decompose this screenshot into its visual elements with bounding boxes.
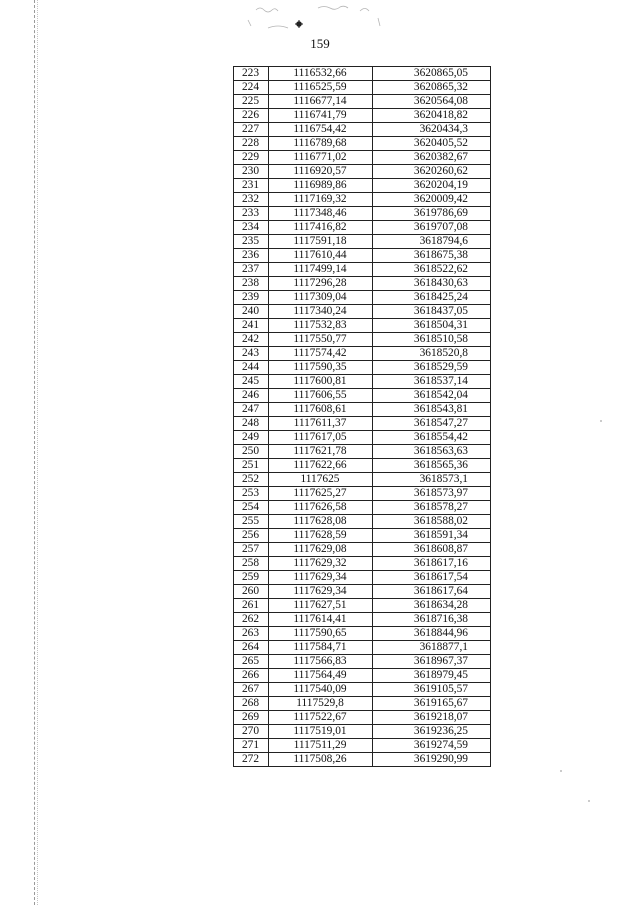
y-coordinate-cell: 3618542,04 [373, 389, 491, 403]
point-number-cell: 229 [234, 151, 269, 165]
point-number-cell: 267 [234, 683, 269, 697]
x-coordinate-cell: 1117622,66 [269, 459, 373, 473]
coordinates-table-body [234, 67, 491, 767]
table-row [234, 711, 491, 725]
x-coordinate-cell: 1117626,58 [269, 501, 373, 515]
table-row [234, 207, 491, 221]
x-coordinate-cell: 1117522,67 [269, 711, 373, 725]
table-row [234, 753, 491, 767]
y-coordinate-cell: 3620434,3 [373, 123, 491, 137]
table-row [234, 165, 491, 179]
point-number-cell: 225 [234, 95, 269, 109]
x-coordinate-cell: 1117629,32 [269, 557, 373, 571]
x-coordinate-cell: 1116741,79 [269, 109, 373, 123]
x-coordinate-cell: 1117309,04 [269, 291, 373, 305]
x-coordinate-cell: 1116532,66 [269, 67, 373, 81]
y-coordinate-cell: 3618979,45 [373, 669, 491, 683]
x-coordinate-cell: 1116771,02 [269, 151, 373, 165]
y-coordinate-cell: 3618547,27 [373, 417, 491, 431]
table-row [234, 109, 491, 123]
y-coordinate-cell: 3620418,82 [373, 109, 491, 123]
table-row [234, 81, 491, 95]
x-coordinate-cell: 1117606,55 [269, 389, 373, 403]
table-row [234, 683, 491, 697]
table-row [234, 515, 491, 529]
y-coordinate-cell: 3619707,08 [373, 221, 491, 235]
table-row [234, 151, 491, 165]
x-coordinate-cell: 1117564,49 [269, 669, 373, 683]
point-number-cell: 228 [234, 137, 269, 151]
table-row [234, 739, 491, 753]
y-coordinate-cell: 3618634,28 [373, 599, 491, 613]
y-coordinate-cell: 3618617,16 [373, 557, 491, 571]
x-coordinate-cell: 1117629,34 [269, 571, 373, 585]
point-number-cell: 254 [234, 501, 269, 515]
y-coordinate-cell: 3618425,24 [373, 291, 491, 305]
coordinates-table [233, 66, 491, 767]
y-coordinate-cell: 3620009,42 [373, 193, 491, 207]
x-coordinate-cell: 1117566,83 [269, 655, 373, 669]
y-coordinate-cell: 3618573,97 [373, 487, 491, 501]
point-number-cell: 232 [234, 193, 269, 207]
x-coordinate-cell: 1117348,46 [269, 207, 373, 221]
x-coordinate-cell: 1117508,26 [269, 753, 373, 767]
x-coordinate-cell: 1117621,78 [269, 445, 373, 459]
point-number-cell: 268 [234, 697, 269, 711]
y-coordinate-cell: 3618504,31 [373, 319, 491, 333]
point-number-cell: 258 [234, 557, 269, 571]
table-row [234, 179, 491, 193]
point-number-cell: 242 [234, 333, 269, 347]
y-coordinate-cell: 3618617,54 [373, 571, 491, 585]
x-coordinate-cell: 1117499,14 [269, 263, 373, 277]
table-row [234, 403, 491, 417]
y-coordinate-cell: 3618844,96 [373, 627, 491, 641]
point-number-cell: 265 [234, 655, 269, 669]
x-coordinate-cell: 1117169,32 [269, 193, 373, 207]
point-number-cell: 252 [234, 473, 269, 487]
point-number-cell: 255 [234, 515, 269, 529]
point-number-cell: 227 [234, 123, 269, 137]
point-number-cell: 236 [234, 249, 269, 263]
table-row [234, 67, 491, 81]
point-number-cell: 248 [234, 417, 269, 431]
y-coordinate-cell: 3618543,81 [373, 403, 491, 417]
scan-speck [560, 770, 562, 772]
point-number-cell: 261 [234, 599, 269, 613]
point-number-cell: 238 [234, 277, 269, 291]
point-number-cell: 253 [234, 487, 269, 501]
faded-header-stamp [228, 2, 428, 36]
point-number-cell: 256 [234, 529, 269, 543]
y-coordinate-cell: 3618563,63 [373, 445, 491, 459]
x-coordinate-cell: 1117600,81 [269, 375, 373, 389]
x-coordinate-cell: 1117584,71 [269, 641, 373, 655]
table-row [234, 487, 491, 501]
y-coordinate-cell: 3620204,19 [373, 179, 491, 193]
x-coordinate-cell: 1117550,77 [269, 333, 373, 347]
table-row [234, 235, 491, 249]
point-number-cell: 230 [234, 165, 269, 179]
point-number-cell: 244 [234, 361, 269, 375]
point-number-cell: 245 [234, 375, 269, 389]
point-number-cell: 240 [234, 305, 269, 319]
point-number-cell: 259 [234, 571, 269, 585]
y-coordinate-cell: 3620564,08 [373, 95, 491, 109]
x-coordinate-cell: 1117590,65 [269, 627, 373, 641]
y-coordinate-cell: 3618554,42 [373, 431, 491, 445]
table-row [234, 641, 491, 655]
binding-edge-line [34, 0, 35, 905]
table-row [234, 347, 491, 361]
x-coordinate-cell: 1117611,37 [269, 417, 373, 431]
point-number-cell: 241 [234, 319, 269, 333]
table-row [234, 585, 491, 599]
x-coordinate-cell: 1117529,8 [269, 697, 373, 711]
y-coordinate-cell: 3618675,38 [373, 249, 491, 263]
y-coordinate-cell: 3620382,67 [373, 151, 491, 165]
table-row [234, 655, 491, 669]
point-number-cell: 233 [234, 207, 269, 221]
point-number-cell: 226 [234, 109, 269, 123]
table-row [234, 319, 491, 333]
table-row [234, 389, 491, 403]
x-coordinate-cell: 1117519,01 [269, 725, 373, 739]
point-number-cell: 246 [234, 389, 269, 403]
table-row [234, 557, 491, 571]
point-number-cell: 239 [234, 291, 269, 305]
y-coordinate-cell: 3619165,67 [373, 697, 491, 711]
table-row [234, 627, 491, 641]
x-coordinate-cell: 1117340,24 [269, 305, 373, 319]
x-coordinate-cell: 1117625,27 [269, 487, 373, 501]
table-row [234, 725, 491, 739]
table-row [234, 599, 491, 613]
point-number-cell: 269 [234, 711, 269, 725]
y-coordinate-cell: 3620865,05 [373, 67, 491, 81]
point-number-cell: 263 [234, 627, 269, 641]
point-number-cell: 249 [234, 431, 269, 445]
table-row [234, 291, 491, 305]
table-row [234, 221, 491, 235]
y-coordinate-cell: 3619105,57 [373, 683, 491, 697]
table-row [234, 333, 491, 347]
y-coordinate-cell: 3618510,58 [373, 333, 491, 347]
y-coordinate-cell: 3618967,37 [373, 655, 491, 669]
point-number-cell: 264 [234, 641, 269, 655]
point-number-cell: 260 [234, 585, 269, 599]
table-row [234, 669, 491, 683]
x-coordinate-cell: 1116920,57 [269, 165, 373, 179]
table-row [234, 277, 491, 291]
y-coordinate-cell: 3618794,6 [373, 235, 491, 249]
point-number-cell: 223 [234, 67, 269, 81]
table-row [234, 305, 491, 319]
scan-speck [588, 800, 590, 802]
point-number-cell: 262 [234, 613, 269, 627]
x-coordinate-cell: 1117629,08 [269, 543, 373, 557]
y-coordinate-cell: 3618437,05 [373, 305, 491, 319]
table-row [234, 473, 491, 487]
y-coordinate-cell: 3620260,62 [373, 165, 491, 179]
y-coordinate-cell: 3618430,63 [373, 277, 491, 291]
x-coordinate-cell: 1117296,28 [269, 277, 373, 291]
point-number-cell: 231 [234, 179, 269, 193]
y-coordinate-cell: 3618591,34 [373, 529, 491, 543]
table-row [234, 249, 491, 263]
x-coordinate-cell: 1117532,83 [269, 319, 373, 333]
table-row [234, 263, 491, 277]
point-number-cell: 266 [234, 669, 269, 683]
x-coordinate-cell: 1117608,61 [269, 403, 373, 417]
table-row [234, 137, 491, 151]
table-row [234, 193, 491, 207]
table-row [234, 571, 491, 585]
table-row [234, 459, 491, 473]
x-coordinate-cell: 1117416,82 [269, 221, 373, 235]
y-coordinate-cell: 3618537,14 [373, 375, 491, 389]
point-number-cell: 237 [234, 263, 269, 277]
point-number-cell: 257 [234, 543, 269, 557]
x-coordinate-cell: 1117591,18 [269, 235, 373, 249]
y-coordinate-cell: 3620405,52 [373, 137, 491, 151]
x-coordinate-cell: 1117590,35 [269, 361, 373, 375]
table-row [234, 95, 491, 109]
point-number-cell: 234 [234, 221, 269, 235]
x-coordinate-cell: 1117614,41 [269, 613, 373, 627]
point-number-cell: 250 [234, 445, 269, 459]
point-number-cell: 235 [234, 235, 269, 249]
y-coordinate-cell: 3619786,69 [373, 207, 491, 221]
x-coordinate-cell: 1117574,42 [269, 347, 373, 361]
y-coordinate-cell: 3619274,59 [373, 739, 491, 753]
y-coordinate-cell: 3618877,1 [373, 641, 491, 655]
table-row [234, 375, 491, 389]
table-row [234, 431, 491, 445]
y-coordinate-cell: 3618573,1 [373, 473, 491, 487]
y-coordinate-cell: 3618522,62 [373, 263, 491, 277]
x-coordinate-cell: 1117625 [269, 473, 373, 487]
y-coordinate-cell: 3618529,59 [373, 361, 491, 375]
table-row [234, 445, 491, 459]
y-coordinate-cell: 3618565,36 [373, 459, 491, 473]
x-coordinate-cell: 1116789,68 [269, 137, 373, 151]
point-number-cell: 243 [234, 347, 269, 361]
page-number: 159 [310, 36, 330, 51]
y-coordinate-cell: 3619290,99 [373, 753, 491, 767]
y-coordinate-cell: 3619236,25 [373, 725, 491, 739]
x-coordinate-cell: 1116525,59 [269, 81, 373, 95]
y-coordinate-cell: 3618578,27 [373, 501, 491, 515]
point-number-cell: 270 [234, 725, 269, 739]
point-number-cell: 271 [234, 739, 269, 753]
table-row [234, 123, 491, 137]
table-row [234, 543, 491, 557]
point-number-cell: 247 [234, 403, 269, 417]
point-number-cell: 251 [234, 459, 269, 473]
point-number-cell: 224 [234, 81, 269, 95]
table-row [234, 613, 491, 627]
y-coordinate-cell: 3618588,02 [373, 515, 491, 529]
x-coordinate-cell: 1117629,34 [269, 585, 373, 599]
x-coordinate-cell: 1117628,08 [269, 515, 373, 529]
y-coordinate-cell: 3618520,8 [373, 347, 491, 361]
table-row [234, 417, 491, 431]
table-row [234, 529, 491, 543]
scan-speck [600, 420, 602, 422]
y-coordinate-cell: 3619218,07 [373, 711, 491, 725]
table-row [234, 501, 491, 515]
x-coordinate-cell: 1117610,44 [269, 249, 373, 263]
table-row [234, 697, 491, 711]
table-row [234, 361, 491, 375]
x-coordinate-cell: 1117628,59 [269, 529, 373, 543]
x-coordinate-cell: 1117617,05 [269, 431, 373, 445]
x-coordinate-cell: 1117627,51 [269, 599, 373, 613]
y-coordinate-cell: 3618716,38 [373, 613, 491, 627]
x-coordinate-cell: 1117511,29 [269, 739, 373, 753]
y-coordinate-cell: 3618617,64 [373, 585, 491, 599]
x-coordinate-cell: 1116989,86 [269, 179, 373, 193]
y-coordinate-cell: 3620865,32 [373, 81, 491, 95]
x-coordinate-cell: 1116677,14 [269, 95, 373, 109]
binding-edge-line-inner [37, 0, 38, 905]
point-number-cell: 272 [234, 753, 269, 767]
y-coordinate-cell: 3618608,87 [373, 543, 491, 557]
x-coordinate-cell: 1116754,42 [269, 123, 373, 137]
x-coordinate-cell: 1117540,09 [269, 683, 373, 697]
